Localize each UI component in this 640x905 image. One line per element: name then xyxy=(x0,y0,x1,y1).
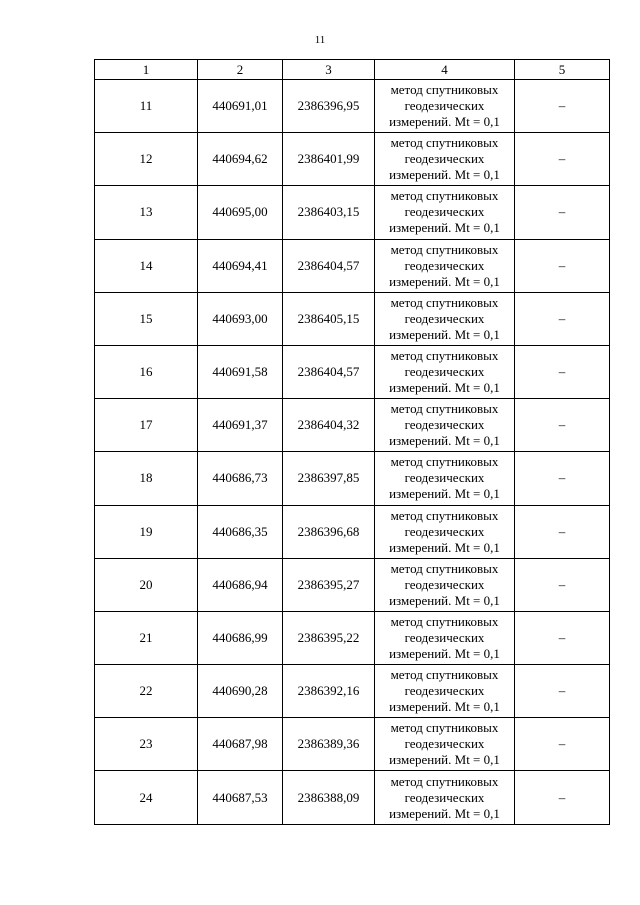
method-cell xyxy=(375,505,515,558)
method-line: геодезических xyxy=(404,151,485,167)
column-5-cell: – xyxy=(515,452,610,505)
table-row xyxy=(95,399,610,452)
method-line: измерений. Mt = 0,1 xyxy=(389,114,500,130)
column-5-cell: – xyxy=(515,505,610,558)
point-number-cell: 24 xyxy=(95,771,198,824)
method-line: метод спутниковых xyxy=(390,560,499,576)
point-number-cell: 22 xyxy=(95,665,198,718)
method-cell xyxy=(375,80,515,133)
column-5-cell: – xyxy=(515,239,610,292)
method-line: геодезических xyxy=(404,523,485,539)
y-coordinate-cell: 2386395,22 xyxy=(283,611,375,664)
method-line: измерений. Mt = 0,1 xyxy=(389,645,500,661)
point-number-cell: 17 xyxy=(95,399,198,452)
column-5-cell: – xyxy=(515,718,610,771)
method-line: метод спутниковых xyxy=(390,294,499,310)
method-line: измерений. Mt = 0,1 xyxy=(389,167,500,183)
table-row xyxy=(95,718,610,771)
method-cell xyxy=(375,292,515,345)
method-line: метод спутниковых xyxy=(390,507,499,523)
method-cell xyxy=(375,133,515,186)
table-row xyxy=(95,239,610,292)
method-line: геодезических xyxy=(404,204,485,220)
method-line: метод спутниковых xyxy=(390,348,499,364)
y-coordinate-cell: 2386403,15 xyxy=(283,186,375,239)
method-line: геодезических xyxy=(404,629,485,645)
x-coordinate-cell: 440686,73 xyxy=(198,452,283,505)
y-coordinate-cell: 2386404,32 xyxy=(283,399,375,452)
method-line: метод спутниковых xyxy=(390,188,499,204)
method-line: измерений. Mt = 0,1 xyxy=(389,273,500,289)
method-line: измерений. Mt = 0,1 xyxy=(389,539,500,555)
method-line: метод спутниковых xyxy=(390,82,499,98)
table-row xyxy=(95,771,610,824)
method-cell xyxy=(375,611,515,664)
y-coordinate-cell: 2386389,36 xyxy=(283,718,375,771)
method-line: измерений. Mt = 0,1 xyxy=(389,699,500,715)
method-line: измерений. Mt = 0,1 xyxy=(389,220,500,236)
method-line: метод спутниковых xyxy=(390,241,499,257)
method-line: геодезических xyxy=(404,576,485,592)
x-coordinate-cell: 440687,53 xyxy=(198,771,283,824)
table-row xyxy=(95,292,610,345)
method-line: измерений. Mt = 0,1 xyxy=(389,486,500,502)
x-coordinate-cell: 440686,99 xyxy=(198,611,283,664)
column-5-cell: – xyxy=(515,665,610,718)
column-5-cell: – xyxy=(515,292,610,345)
table-row xyxy=(95,80,610,133)
method-line: метод спутниковых xyxy=(390,135,499,151)
header-row xyxy=(95,60,610,80)
table-row xyxy=(95,133,610,186)
point-number-cell: 15 xyxy=(95,292,198,345)
method-line: измерений. Mt = 0,1 xyxy=(389,592,500,608)
table-row xyxy=(95,611,610,664)
x-coordinate-cell: 440690,28 xyxy=(198,665,283,718)
y-coordinate-cell: 2386388,09 xyxy=(283,771,375,824)
method-cell xyxy=(375,558,515,611)
method-cell xyxy=(375,399,515,452)
y-coordinate-cell: 2386397,85 xyxy=(283,452,375,505)
x-coordinate-cell: 440687,98 xyxy=(198,718,283,771)
table-row xyxy=(95,558,610,611)
table-row xyxy=(95,505,610,558)
coordinates-table xyxy=(94,59,610,825)
table-row xyxy=(95,345,610,398)
table-row xyxy=(95,186,610,239)
table-row xyxy=(95,452,610,505)
method-cell xyxy=(375,345,515,398)
column-5-cell: – xyxy=(515,611,610,664)
x-coordinate-cell: 440686,35 xyxy=(198,505,283,558)
method-line: измерений. Mt = 0,1 xyxy=(389,326,500,342)
method-line: измерений. Mt = 0,1 xyxy=(389,433,500,449)
point-number-cell: 14 xyxy=(95,239,198,292)
x-coordinate-cell: 440694,41 xyxy=(198,239,283,292)
column-5-cell: – xyxy=(515,80,610,133)
method-line: метод спутниковых xyxy=(390,720,499,736)
point-number-cell: 19 xyxy=(95,505,198,558)
method-line: геодезических xyxy=(404,257,485,273)
x-coordinate-cell: 440686,94 xyxy=(198,558,283,611)
method-line: метод спутниковых xyxy=(390,454,499,470)
x-coordinate-cell: 440691,01 xyxy=(198,80,283,133)
point-number-cell: 16 xyxy=(95,345,198,398)
method-line: геодезических xyxy=(404,470,485,486)
header-col-5: 5 xyxy=(515,60,610,80)
column-5-cell: – xyxy=(515,186,610,239)
method-line: метод спутниковых xyxy=(390,667,499,683)
method-line: геодезических xyxy=(404,98,485,114)
method-cell xyxy=(375,452,515,505)
method-cell xyxy=(375,718,515,771)
x-coordinate-cell: 440691,37 xyxy=(198,399,283,452)
method-line: измерений. Mt = 0,1 xyxy=(389,752,500,768)
table-body xyxy=(95,80,610,825)
method-line: геодезических xyxy=(404,417,485,433)
method-line: измерений. Mt = 0,1 xyxy=(389,805,500,821)
y-coordinate-cell: 2386405,15 xyxy=(283,292,375,345)
y-coordinate-cell: 2386395,27 xyxy=(283,558,375,611)
point-number-cell: 21 xyxy=(95,611,198,664)
x-coordinate-cell: 440691,58 xyxy=(198,345,283,398)
header-col-2: 2 xyxy=(198,60,283,80)
table-header xyxy=(95,60,610,80)
column-5-cell: – xyxy=(515,399,610,452)
method-line: геодезических xyxy=(404,683,485,699)
header-col-4: 4 xyxy=(375,60,515,80)
method-line: геодезических xyxy=(404,310,485,326)
method-line: метод спутниковых xyxy=(390,401,499,417)
method-line: метод спутниковых xyxy=(390,613,499,629)
header-col-1: 1 xyxy=(95,60,198,80)
method-cell xyxy=(375,771,515,824)
x-coordinate-cell: 440694,62 xyxy=(198,133,283,186)
page-number: 11 xyxy=(314,34,326,46)
column-5-cell: – xyxy=(515,133,610,186)
point-number-cell: 12 xyxy=(95,133,198,186)
point-number-cell: 11 xyxy=(95,80,198,133)
table-row xyxy=(95,665,610,718)
column-5-cell: – xyxy=(515,558,610,611)
y-coordinate-cell: 2386392,16 xyxy=(283,665,375,718)
point-number-cell: 23 xyxy=(95,718,198,771)
y-coordinate-cell: 2386404,57 xyxy=(283,239,375,292)
point-number-cell: 18 xyxy=(95,452,198,505)
x-coordinate-cell: 440695,00 xyxy=(198,186,283,239)
method-line: измерений. Mt = 0,1 xyxy=(389,380,500,396)
column-5-cell: – xyxy=(515,345,610,398)
point-number-cell: 13 xyxy=(95,186,198,239)
method-line: метод спутниковых xyxy=(390,773,499,789)
column-5-cell: – xyxy=(515,771,610,824)
method-line: геодезических xyxy=(404,736,485,752)
method-cell xyxy=(375,665,515,718)
point-number-cell: 20 xyxy=(95,558,198,611)
y-coordinate-cell: 2386401,99 xyxy=(283,133,375,186)
header-col-3: 3 xyxy=(283,60,375,80)
method-line: геодезических xyxy=(404,789,485,805)
y-coordinate-cell: 2386396,68 xyxy=(283,505,375,558)
y-coordinate-cell: 2386404,57 xyxy=(283,345,375,398)
method-cell xyxy=(375,239,515,292)
method-line: геодезических xyxy=(404,364,485,380)
x-coordinate-cell: 440693,00 xyxy=(198,292,283,345)
method-cell xyxy=(375,186,515,239)
y-coordinate-cell: 2386396,95 xyxy=(283,80,375,133)
